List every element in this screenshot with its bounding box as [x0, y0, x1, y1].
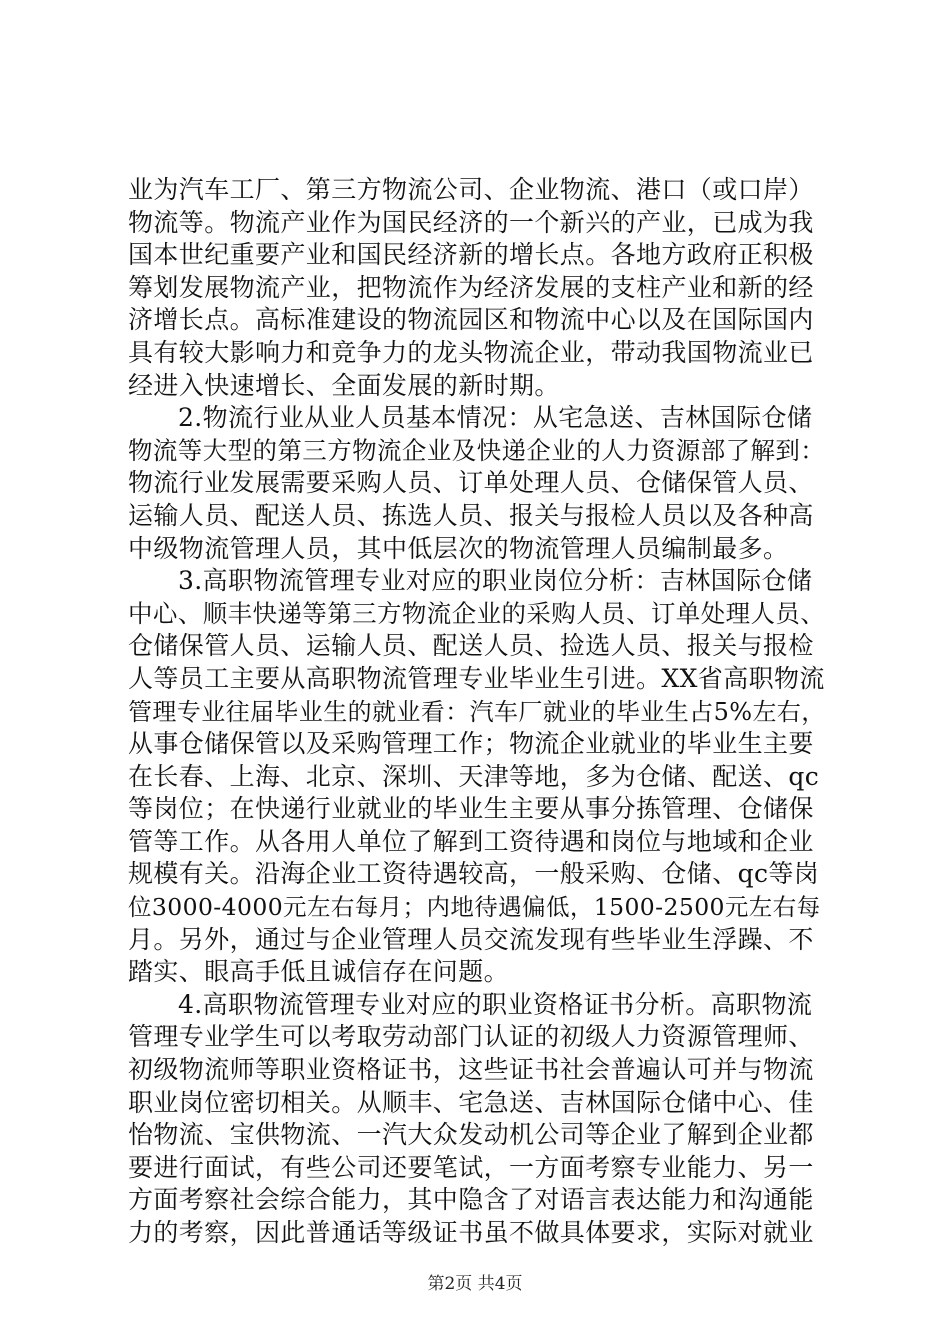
- text-line: 仓储保管人员、运输人员、配送人员、捡选人员、报关与报检: [128, 631, 814, 661]
- text-line: 要进行面试，有些公司还要笔试，一方面考察专业能力、另一: [128, 1152, 814, 1182]
- text-line: 4.高职物流管理专业对应的职业资格证书分析。高职物流: [178, 989, 813, 1019]
- text-line: 运输人员、配送人员、拣选人员、报关与报检人员以及各种高: [128, 500, 814, 530]
- text-line: 3.高职物流管理专业对应的职业岗位分析：吉林国际仓储: [178, 566, 813, 596]
- text-line: 管等工作。从各用人单位了解到工资待遇和岗位与地域和企业: [128, 826, 814, 856]
- text-line: 具有较大影响力和竞争力的龙头物流企业，带动我国物流业已: [128, 337, 814, 367]
- text-line: 初级物流师等职业资格证书，这些证书社会普遍认可并与物流: [128, 1055, 814, 1085]
- text-line: 管理专业往届毕业生的就业看：汽车厂就业的毕业生占5%左右，: [128, 697, 826, 726]
- text-line: 中心、顺丰快递等第三方物流企业的采购人员、订单处理人员、: [128, 598, 826, 628]
- text-line: 物流行业发展需要采购人员、订单处理人员、仓储保管人员、: [128, 468, 814, 498]
- text-line: 物流等。物流产业作为国民经济的一个新兴的产业，已成为我: [128, 207, 814, 237]
- text-line: 从事仓储保管以及采购管理工作；物流企业就业的毕业生主要: [128, 729, 814, 759]
- text-line: 物流等大型的第三方物流企业及快递企业的人力资源部了解到：: [128, 435, 826, 465]
- text-line: 职业岗位密切相关。从顺丰、宅急送、吉林国际仓储中心、佳: [128, 1087, 814, 1117]
- text-line: 月。另外，通过与企业管理人员交流发现有些毕业生浮躁、不: [128, 924, 814, 954]
- text-line: 业为汽车工厂、第三方物流公司、企业物流、港口（或口岸）: [128, 175, 814, 204]
- text-line: 2.物流行业从业人员基本情况：从宅急送、吉林国际仓储: [178, 403, 813, 433]
- text-line: 国本世纪重要产业和国民经济新的增长点。各地方政府正积极: [128, 240, 814, 270]
- text-line: 筹划发展物流产业，把物流作为经济发展的支柱产业和新的经: [128, 272, 814, 302]
- text-line: 管理专业学生可以考取劳动部门认证的初级人力资源管理师、: [128, 1022, 814, 1052]
- text-line: 位3000-4000元左右每月；内地待遇偏低，1500-2500元左右每: [128, 893, 821, 922]
- text-line: 在长春、上海、北京、深圳、天津等地，多为仓储、配送、qc: [128, 761, 820, 791]
- text-line: 规模有关。沿海企业工资待遇较高，一般采购、仓储、qc等岗: [128, 859, 820, 889]
- text-line: 人等员工主要从高职物流管理专业毕业生引进。XX省高职物流: [128, 663, 825, 693]
- text-line: 踏实、眼高手低且诚信存在问题。: [128, 957, 510, 987]
- text-line: 等岗位；在快递行业就业的毕业生主要从事分拣管理、仓储保: [128, 794, 814, 824]
- text-line: 经进入快速增长、全面发展的新时期。: [128, 370, 560, 400]
- document-body: [128, 174, 830, 1250]
- page-footer: 第2页 共4页: [427, 1274, 523, 1294]
- text-line: 方面考察社会综合能力，其中隐含了对语言表达能力和沟通能: [128, 1185, 814, 1215]
- text-line: 济增长点。高标准建设的物流园区和物流中心以及在国际国内: [128, 305, 814, 335]
- text-line: 力的考察，因此普通话等级证书虽不做具体要求，实际对就业: [128, 1218, 814, 1247]
- text-line: 怡物流、宝供物流、一汽大众发动机公司等企业了解到企业都: [128, 1120, 814, 1150]
- text-line: 中级物流管理人员，其中低层次的物流管理人员编制最多。: [128, 533, 789, 563]
